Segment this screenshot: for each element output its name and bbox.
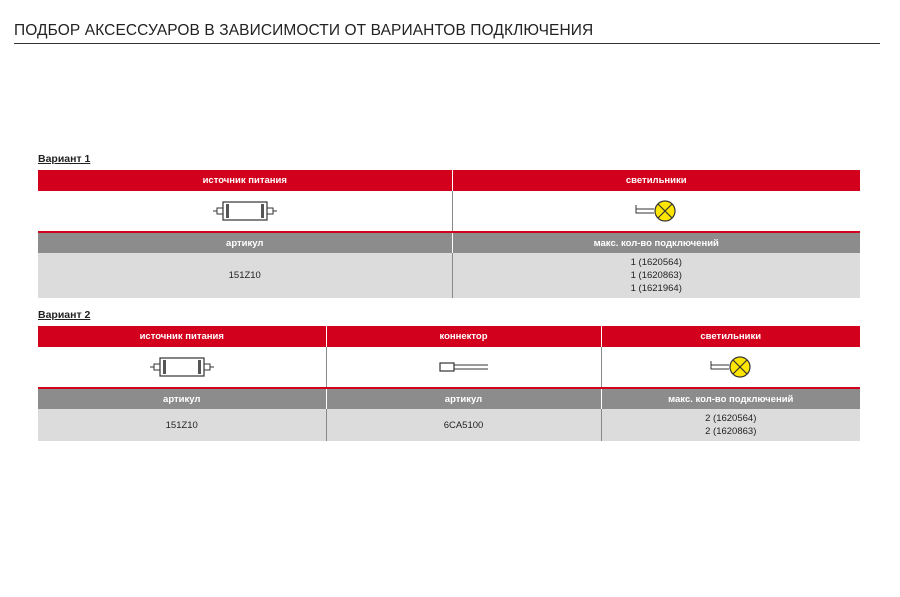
variant-1-subheader-row xyxy=(38,232,860,253)
max-connections-value xyxy=(601,409,860,441)
article-power-value: 151Z10 xyxy=(38,409,326,441)
subheader-max-connections: макс. кол-во подключений xyxy=(452,232,860,253)
luminaire-cell xyxy=(601,347,860,388)
title-divider xyxy=(14,43,880,44)
header-connector: коннектор xyxy=(326,326,601,347)
power-supply-cell xyxy=(38,347,326,388)
variant-1-table xyxy=(38,170,860,298)
variant-1-header-row xyxy=(38,170,860,191)
power-supply-cell xyxy=(38,191,452,232)
variant-1-label: Вариант 1 xyxy=(38,153,91,165)
variant-2-icon-row xyxy=(38,347,860,388)
subheader-max-connections: макс. кол-во подключений xyxy=(601,388,860,409)
luminaire-cell xyxy=(452,191,860,232)
header-luminaires: светильники xyxy=(601,326,860,347)
connector-icon xyxy=(439,361,489,373)
variant-2-data-row xyxy=(38,409,860,441)
max-connections-line: 2 (1620863) xyxy=(705,426,757,437)
variant-2-label: Вариант 2 xyxy=(38,309,91,321)
lamp-icon xyxy=(709,355,753,379)
max-connections-line: 1 (1621964) xyxy=(630,283,682,294)
header-power-supply: источник питания xyxy=(38,170,452,191)
power-supply-icon xyxy=(213,201,277,221)
page-title: ПОДБОР АКСЕССУАРОВ В ЗАВИСИМОСТИ ОТ ВАРИАНТОВ ПОДКЛЮЧЕНИЯ xyxy=(14,22,594,39)
header-luminaires: светильники xyxy=(452,170,860,191)
max-connections-line: 2 (1620564) xyxy=(705,413,757,424)
variant-1-data-row xyxy=(38,253,860,298)
lamp-icon xyxy=(634,199,678,223)
variant-2-subheader-row xyxy=(38,388,860,409)
article-value: 151Z10 xyxy=(38,253,452,298)
subheader-article-connector: артикул xyxy=(326,388,601,409)
max-connections-value xyxy=(452,253,860,298)
power-supply-icon xyxy=(150,357,214,377)
max-connections-line: 1 (1620564) xyxy=(630,257,682,268)
subheader-article: артикул xyxy=(38,232,452,253)
variant-2-table xyxy=(38,326,860,441)
subheader-article-power: артикул xyxy=(38,388,326,409)
variant-2-header-row xyxy=(38,326,860,347)
connector-cell xyxy=(326,347,601,388)
max-connections-line: 1 (1620863) xyxy=(630,270,682,281)
article-connector-value: 6CA5100 xyxy=(326,409,601,441)
header-power-supply: источник питания xyxy=(38,326,326,347)
variant-1-icon-row xyxy=(38,191,860,232)
